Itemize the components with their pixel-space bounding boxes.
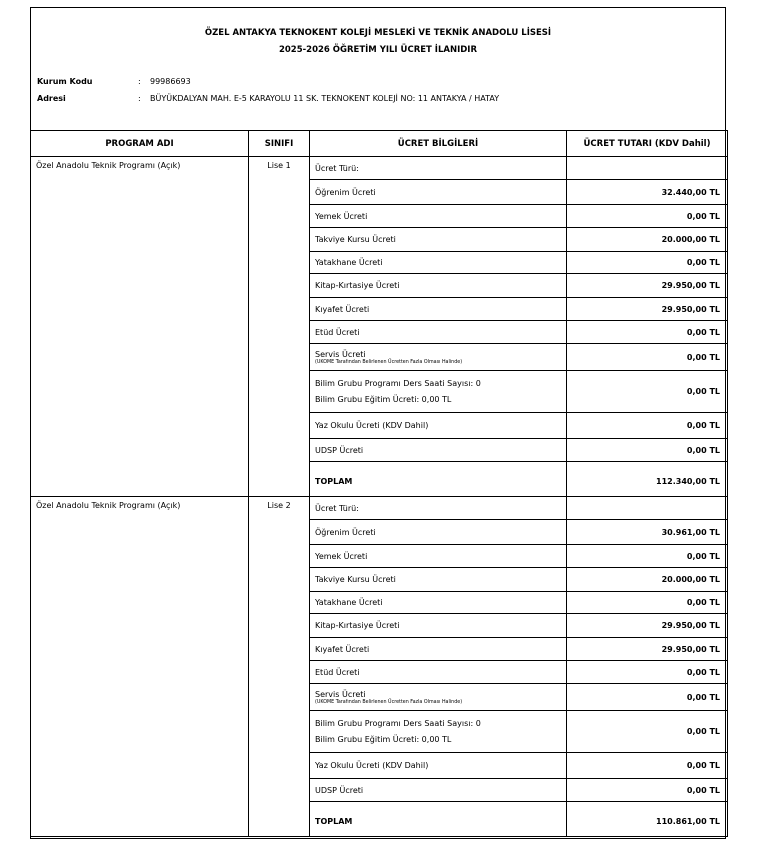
fee-type-amount bbox=[567, 157, 728, 180]
fee-label bbox=[310, 684, 567, 711]
table-row bbox=[31, 157, 728, 180]
header-program: PROGRAM ADI bbox=[31, 131, 249, 157]
fee-label: Etüd Ücreti bbox=[310, 661, 567, 684]
fee-amount: 0,00 TL bbox=[567, 344, 728, 371]
institution-code-value: 99986693 bbox=[150, 77, 191, 86]
fee-amount: 0,00 TL bbox=[567, 439, 728, 462]
total-amount: 110.861,00 TL bbox=[567, 808, 728, 837]
total-amount: 112.340,00 TL bbox=[567, 468, 728, 497]
fee-amount: 0,00 TL bbox=[567, 592, 728, 614]
institution-code-separator: : bbox=[138, 77, 141, 86]
fee-type-amount bbox=[567, 497, 728, 520]
service-label: Servis Ücreti bbox=[315, 689, 366, 699]
science-fee-label: Bilim Grubu Eğitim Ücreti: 0,00 TL bbox=[315, 395, 452, 404]
fee-label bbox=[310, 711, 567, 753]
fee-type-label: Ücret Türü: bbox=[310, 157, 567, 180]
fee-amount: 0,00 TL bbox=[567, 661, 728, 684]
fee-amount: 30.961,00 TL bbox=[567, 520, 728, 545]
fee-label: Takviye Kursu Ücreti bbox=[310, 228, 567, 252]
fee-label: Kitap-Kırtasiye Ücreti bbox=[310, 274, 567, 298]
address-value: BÜYÜKDALYAN MAH. E-5 KARAYOLU 11 SK. TEKNOKENT KOLEJİ NO: 11 ANTAKYA / HATAY bbox=[150, 94, 500, 103]
fee-label: UDSP Ücreti bbox=[310, 779, 567, 802]
fee-label: Öğrenim Ücreti bbox=[310, 180, 567, 205]
fee-label: Kitap-Kırtasiye Ücreti bbox=[310, 614, 567, 638]
class-name: Lise 1 bbox=[249, 157, 310, 497]
fee-amount: 0,00 TL bbox=[567, 205, 728, 228]
program-name: Özel Anadolu Teknik Programı (Açık) bbox=[31, 497, 249, 837]
fee-amount: 0,00 TL bbox=[567, 413, 728, 439]
class-name: Lise 2 bbox=[249, 497, 310, 837]
address-separator: : bbox=[138, 94, 141, 103]
fee-amount: 0,00 TL bbox=[567, 545, 728, 568]
fee-amount: 20.000,00 TL bbox=[567, 228, 728, 252]
fee-amount: 29.950,00 TL bbox=[567, 274, 728, 298]
document-subtitle: 2025-2026 ÖĞRETİM YILI ÜCRET İLANIDIR bbox=[278, 45, 478, 55]
fee-amount: 0,00 TL bbox=[567, 252, 728, 274]
institution-code-row bbox=[31, 77, 721, 89]
fee-label: Yatakhane Ücreti bbox=[310, 592, 567, 614]
school-name: ÖZEL ANTAKYA TEKNOKENT KOLEJİ MESLEKİ VE TEKNİK ANADOLU LİSESİ bbox=[204, 28, 552, 38]
fee-label: Yaz Okulu Ücreti (KDV Dahil) bbox=[310, 753, 567, 779]
fee-label: Kıyafet Ücreti bbox=[310, 298, 567, 321]
header-class: SINIFI bbox=[249, 131, 310, 157]
fee-label: Kıyafet Ücreti bbox=[310, 638, 567, 661]
total-label: TOPLAM bbox=[310, 808, 567, 837]
fee-label: Yemek Ücreti bbox=[310, 545, 567, 568]
science-hours-label: Bilim Grubu Programı Ders Saati Sayısı: 0 bbox=[315, 379, 481, 388]
group-lise-1 bbox=[31, 157, 728, 497]
fee-label: UDSP Ücreti bbox=[310, 439, 567, 462]
science-hours-label: Bilim Grubu Programı Ders Saati Sayısı: 0 bbox=[315, 719, 481, 728]
institution-code-label: Kurum Kodu bbox=[37, 77, 93, 86]
fee-document bbox=[30, 7, 726, 839]
fee-amount: 0,00 TL bbox=[567, 684, 728, 711]
service-label: Servis Ücreti bbox=[315, 349, 366, 359]
fee-amount: 0,00 TL bbox=[567, 321, 728, 344]
fee-amount: 29.950,00 TL bbox=[567, 614, 728, 638]
fee-label bbox=[310, 344, 567, 371]
fee-amount: 0,00 TL bbox=[567, 753, 728, 779]
fee-label: Öğrenim Ücreti bbox=[310, 520, 567, 545]
fee-label bbox=[310, 371, 567, 413]
fee-label: Etüd Ücreti bbox=[310, 321, 567, 344]
fee-label: Yemek Ücreti bbox=[310, 205, 567, 228]
program-name: Özel Anadolu Teknik Programı (Açık) bbox=[31, 157, 249, 497]
address-row bbox=[31, 94, 721, 106]
table-header-row bbox=[31, 131, 728, 157]
service-note: (UKOME Tarafından Belirlenen Ücretten Fazla Olması Halinde) bbox=[315, 699, 463, 705]
table-row bbox=[31, 497, 728, 520]
fee-amount: 0,00 TL bbox=[567, 371, 728, 413]
fee-amount: 0,00 TL bbox=[567, 779, 728, 802]
fee-amount: 32.440,00 TL bbox=[567, 180, 728, 205]
address-label: Adresi bbox=[37, 94, 66, 103]
header-fee-info: ÜCRET BİLGİLERİ bbox=[310, 131, 567, 157]
fee-label: Yaz Okulu Ücreti (KDV Dahil) bbox=[310, 413, 567, 439]
fee-amount: 20.000,00 TL bbox=[567, 568, 728, 592]
fee-amount: 0,00 TL bbox=[567, 711, 728, 753]
fee-table bbox=[30, 130, 728, 837]
fee-label: Takviye Kursu Ücreti bbox=[310, 568, 567, 592]
group-lise-2 bbox=[31, 497, 728, 837]
fee-type-label: Ücret Türü: bbox=[310, 497, 567, 520]
service-note: (UKOME Tarafından Belirlenen Ücretten Fazla Olması Halinde) bbox=[315, 359, 463, 365]
fee-label: Yatakhane Ücreti bbox=[310, 252, 567, 274]
total-label: TOPLAM bbox=[310, 468, 567, 497]
science-fee-label: Bilim Grubu Eğitim Ücreti: 0,00 TL bbox=[315, 735, 452, 744]
fee-amount: 29.950,00 TL bbox=[567, 638, 728, 661]
fee-amount: 29.950,00 TL bbox=[567, 298, 728, 321]
header-fee-amount: ÜCRET TUTARI (KDV Dahil) bbox=[567, 131, 728, 157]
